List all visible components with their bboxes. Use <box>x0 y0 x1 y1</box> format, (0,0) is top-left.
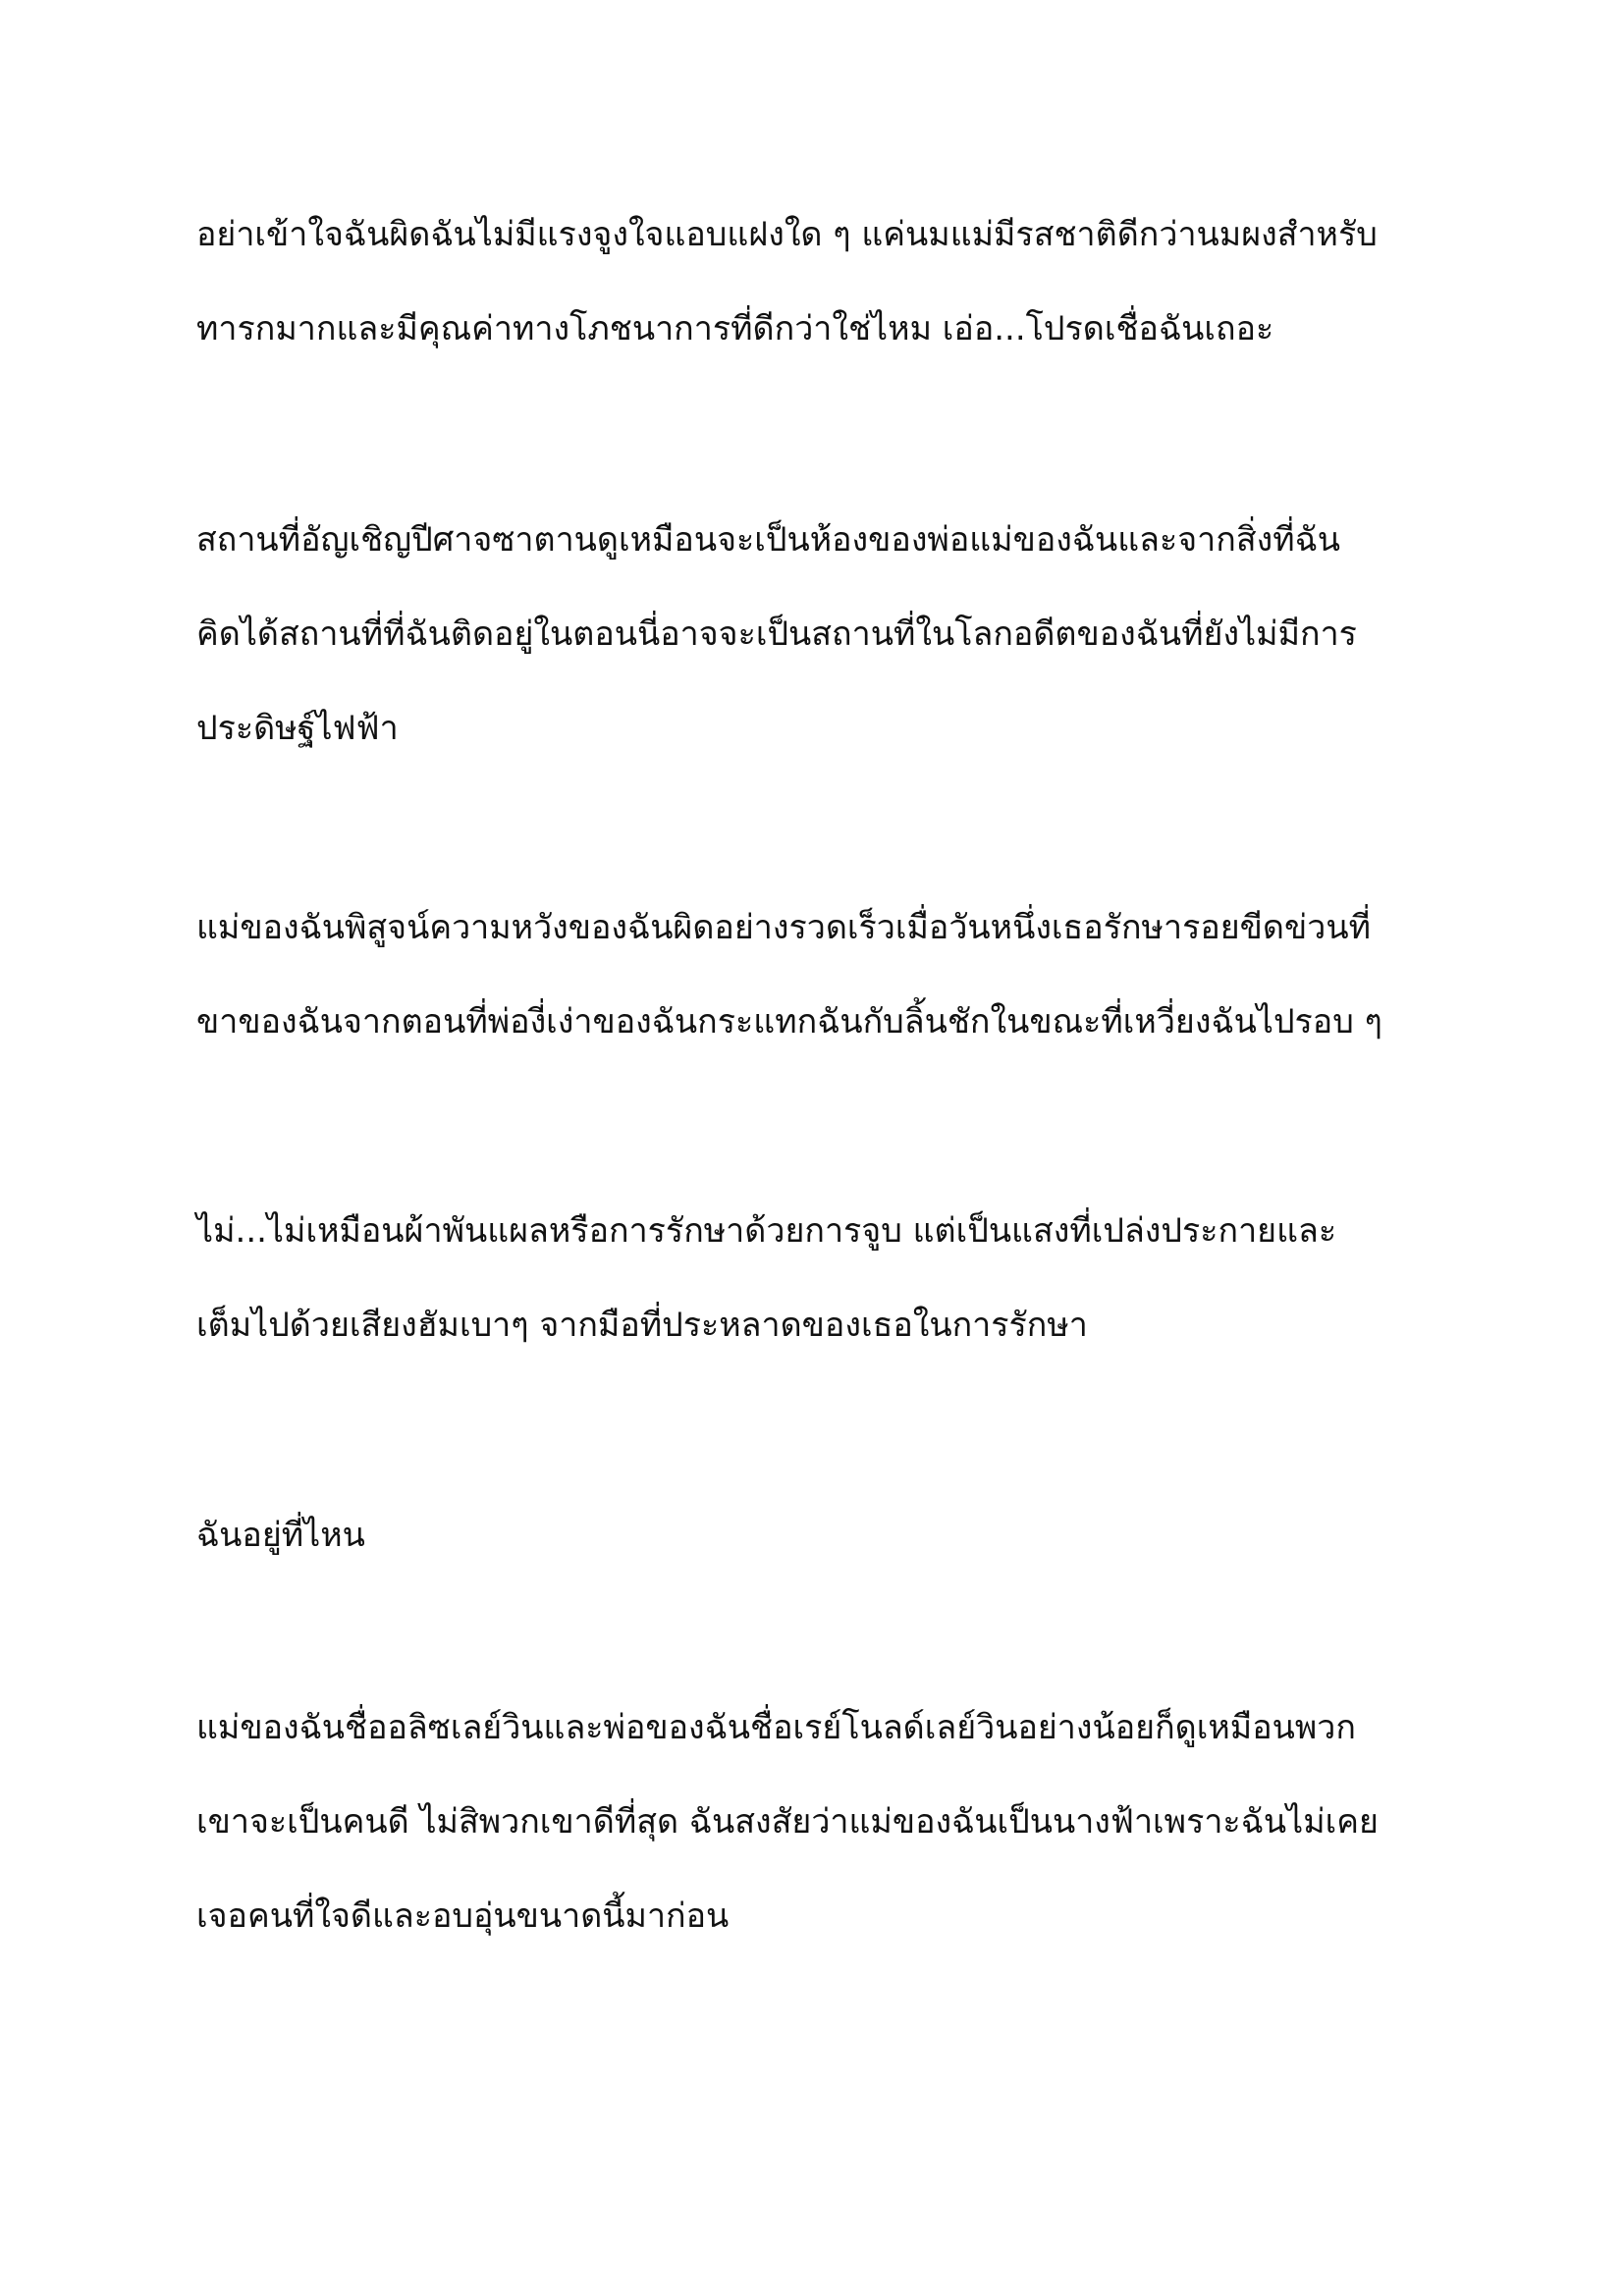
paragraph-5 <box>196 1488 1443 1582</box>
paragraph-line: เจอคนที่ใจดีและอบอุ่นขนาดนี้มาก่อน <box>196 1896 730 1936</box>
paragraph-line: แม่ของฉันชื่ออลิซเลย์วินและพ่อของฉันชื่อเรย์โนลด์เลย์วินอย่างน้อยก็ดูเหมือนพวก <box>196 1708 1356 1747</box>
paragraph-line: เขาจะเป็นคนดี ไม่สิพวกเขาดีที่สุด ฉันสงสัยว่าแม่ของฉันเป็นนางฟ้าเพราะฉันไม่เคย <box>196 1802 1379 1842</box>
paragraph-line: ทารกมากและมีคุณค่าทางโภชนาการที่ดีกว่าใช่ไหม เอ่อ...โปรดเชื่อฉันเถอะ <box>196 309 1274 348</box>
paragraph-line: อย่าเข้าใจฉันผิดฉันไม่มีแรงจูงใจแอบแฝงใด ๆ แค่นมแม่มีรสชาติดีกว่านมผงสำหรับ <box>196 215 1378 254</box>
paragraph-6 <box>196 1681 1443 1963</box>
paragraph-line: เต็มไปด้วยเสียงฮัมเบาๆ จากมือที่ประหลาดของเธอในการรักษา <box>196 1306 1088 1345</box>
paragraph-2 <box>196 493 1443 775</box>
paragraph-line: ไม่...ไม่เหมือนผ้าพันแผลหรือการรักษาด้วยการจูบ แต่เป็นแสงที่เปล่งประกายและ <box>196 1211 1337 1251</box>
paragraph-line: ฉันอยู่ที่ไหน <box>196 1516 365 1555</box>
paragraph-line: สถานที่อัญเชิญปีศาจซาตานดูเหมือนจะเป็นห้องของพ่อแม่ของฉันและจากสิ่งที่ฉัน <box>196 520 1341 560</box>
paragraph-3 <box>196 881 1443 1069</box>
paragraph-4 <box>196 1184 1443 1372</box>
paragraph-line: ขาของฉันจากตอนที่พ่องี่เง่าของฉันกระแทกฉันกับลิ้นชักในขณะที่เหวี่ยงฉันไปรอบ ๆ <box>196 1002 1382 1041</box>
paragraph-line: ประดิษฐ์ไฟฟ้า <box>196 709 399 748</box>
paragraph-line: แม่ของฉันพิสูจน์ความหวังของฉันผิดอย่างรวดเร็วเมื่อวันหนึ่งเธอรักษารอยขีดข่วนที่ <box>196 908 1371 947</box>
paragraph-1 <box>196 187 1443 376</box>
paragraph-line: คิดได้สถานที่ที่ฉันติดอยู่ในตอนนี่อาจจะเป็นสถานที่ในโลกอดีตของฉันที่ยังไม่มีการ <box>196 614 1357 654</box>
